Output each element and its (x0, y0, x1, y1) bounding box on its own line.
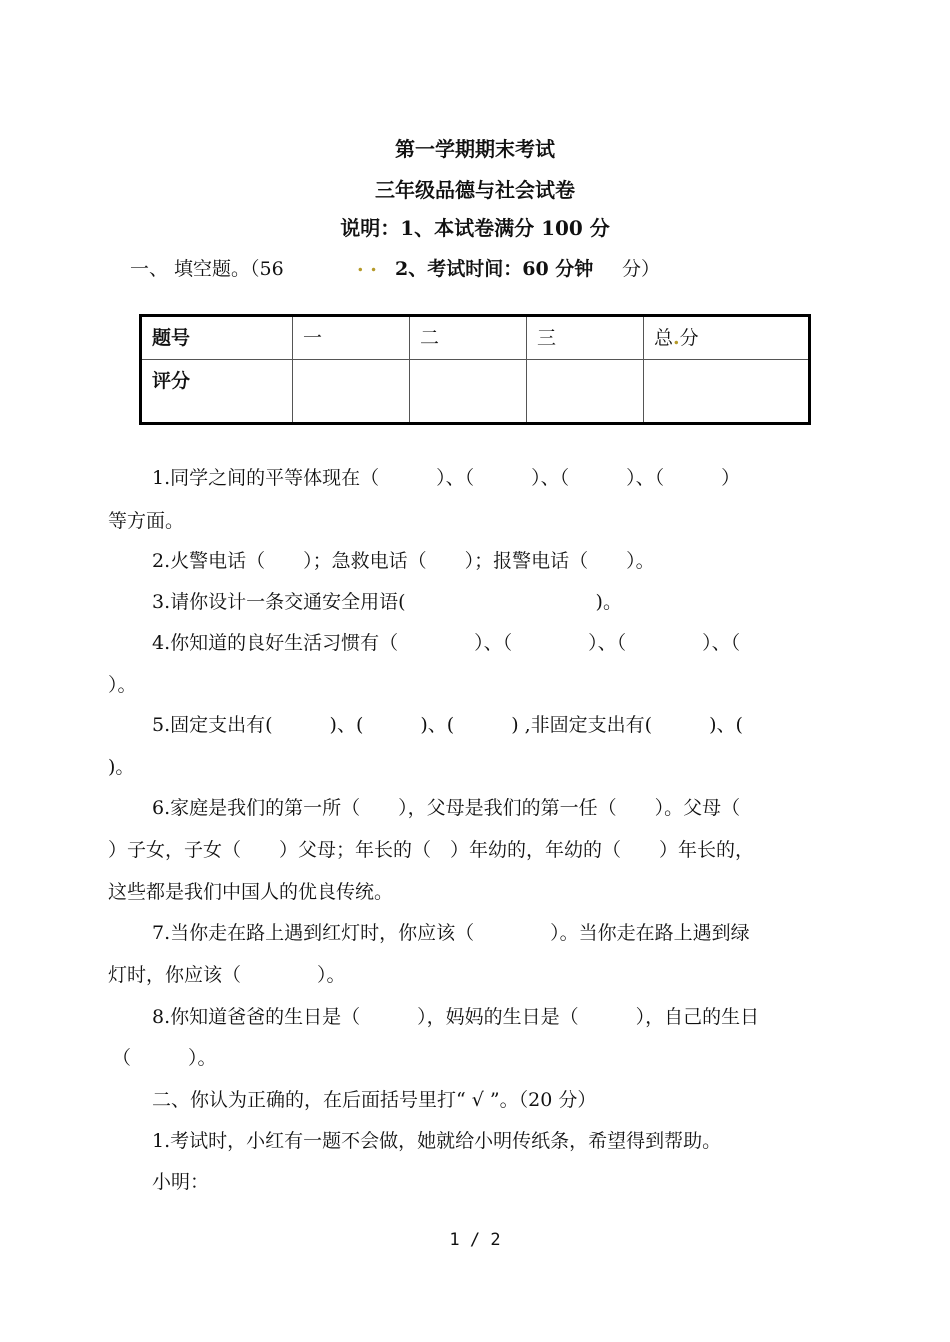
question-2: 2.火警电话（ ）；急救电话（ ）；报警电话（ ）。 (152, 550, 655, 572)
score-blank-2 (410, 360, 527, 424)
question-8-cont: （ ）。 (112, 1047, 217, 1069)
section-1-heading-start: 一、 填空题。（56 (130, 258, 284, 280)
decorative-dots: . . (357, 254, 377, 276)
section-1-heading-end: 分） (622, 258, 661, 280)
question-6: 6.家庭是我们的第一所（ ），父母是我们的第一任（ ）。父母（ (152, 797, 741, 819)
score-table-header-row (141, 316, 810, 360)
question-4-cont: ）。 (108, 674, 137, 696)
score-table-score-row (141, 360, 810, 424)
page-number: 1 / 2 (449, 1230, 501, 1250)
section-2-answer-label: 小明： (152, 1171, 210, 1193)
question-8: 8.你知道爸爸的生日是（ ），妈妈的生日是（ ），自己的生日 (152, 1006, 760, 1028)
score-blank-3 (527, 360, 644, 424)
score-blank-1 (293, 360, 410, 424)
question-7-cont: 灯时，你应该（ ）。 (108, 964, 346, 986)
score-cell-1: 一 (293, 316, 410, 360)
question-7: 7.当你走在路上遇到红灯时，你应该（ ）。当你走在路上遇到绿 (152, 922, 750, 944)
score-row-label: 评分 (141, 360, 293, 424)
score-blank-total (644, 360, 810, 424)
section-2-heading: 二、你认为正确的，在后面括号里打“ √ ”。（20 分） (152, 1089, 597, 1111)
exam-subtitle: 三年级品德与社会试卷 (375, 178, 575, 202)
question-5-cont: )。 (108, 756, 135, 778)
score-table (139, 314, 811, 425)
exam-note-2: 2、考试时间：60 分钟 (395, 258, 594, 280)
question-6-cont-2: 这些都是我们中国人的优良传统。 (108, 881, 394, 903)
exam-note-1: 说明：1、本试卷满分 100 分 (340, 216, 610, 240)
question-1-cont: 等方面。 (108, 510, 185, 532)
exam-title: 第一学期期末考试 (395, 137, 555, 161)
score-cell-total: 总.分 (644, 316, 810, 360)
section-2-question-1: 1.考试时，小红有一题不会做，她就给小明传纸条，希望得到帮助。 (152, 1130, 722, 1152)
score-cell-label: 题号 (141, 316, 293, 360)
score-cell-3: 三 (527, 316, 644, 360)
question-4: 4.你知道的良好生活习惯有（ ）、（ ）、（ ）、（ (152, 632, 741, 654)
question-5: 5.固定支出有( )、( )、( ) ,非固定支出有( )、( (152, 714, 743, 736)
question-3: 3.请你设计一条交通安全用语( )。 (152, 591, 622, 613)
question-6-cont-1: ）子女，子女（ ）父母；年长的（ ）年幼的，年幼的（ ）年长的， (108, 839, 755, 861)
score-cell-2: 二 (410, 316, 527, 360)
question-1: 1.同学之间的平等体现在（ ）、（ ）、（ ）、（ ） (152, 467, 741, 489)
